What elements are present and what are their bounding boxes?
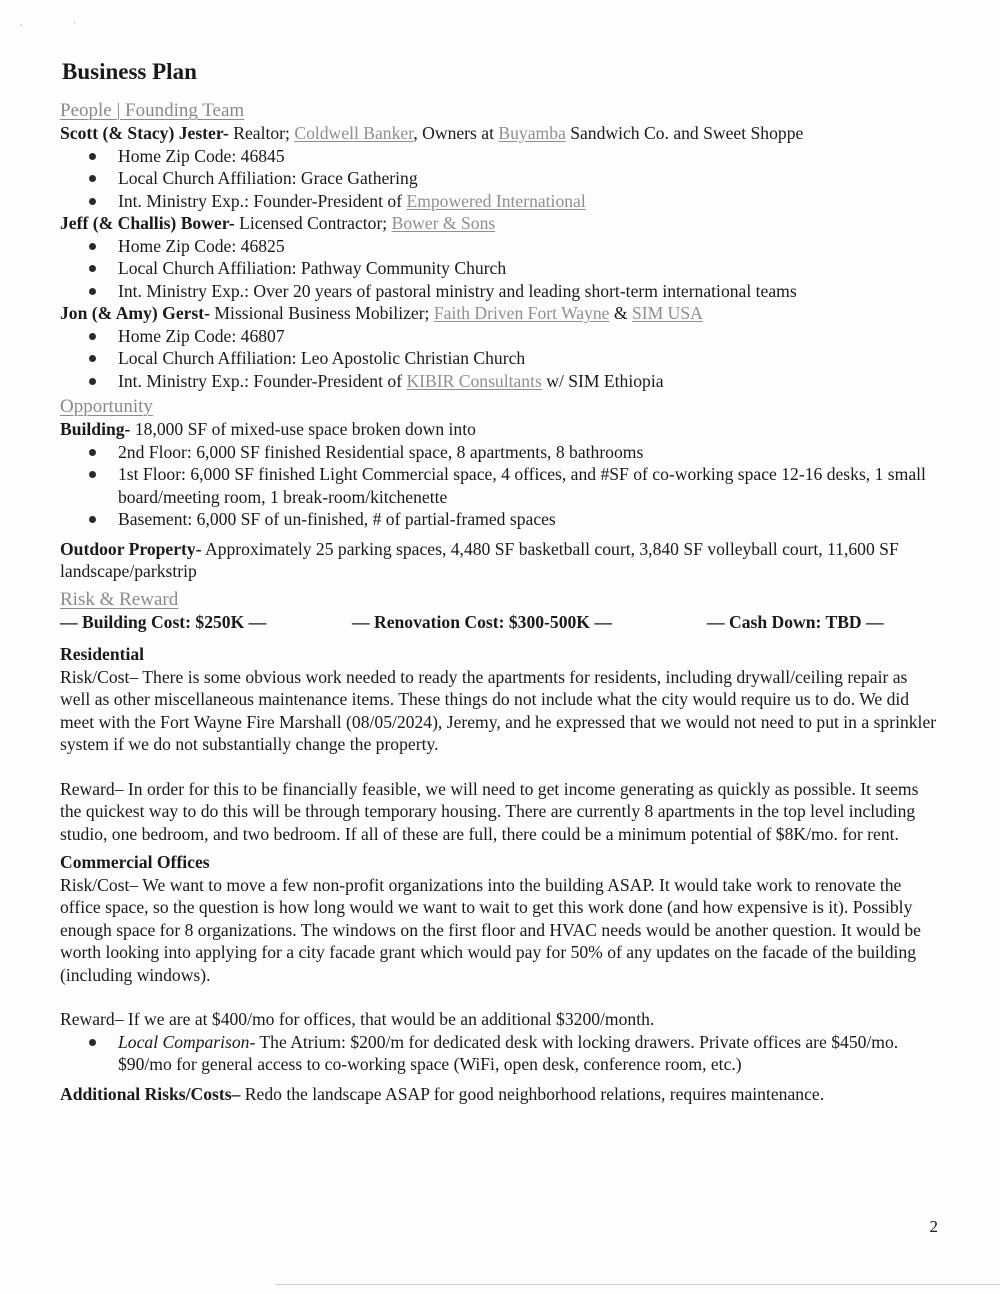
document-page [60, 58, 940, 1105]
list-item: Home Zip Code: 46825 [60, 235, 940, 258]
list-item: Local Church Affiliation: Grace Gathering [60, 167, 940, 190]
person-details [60, 145, 940, 213]
list-item: Home Zip Code: 46845 [60, 145, 940, 168]
outdoor-property: Outdoor Property- Approximately 25 parking spaces, 4,480 SF basketball court, 3,840 SF volleyball court, 11,600 SF landscape/parkstrip [60, 538, 899, 581]
section-heading-people: People | Founding Team [60, 100, 245, 121]
link-empowered-international[interactable]: Empowered International [406, 190, 586, 211]
renovation-cost: — Renovation Cost: $300-500K — [352, 611, 612, 632]
additional-risks: Additional Risks/Costs– Redo the landscape ASAP for good neighborhood relations, requires maintenance. [60, 1083, 825, 1104]
person-jeff: Jeff (& Challis) Bower- Licensed Contractor; Bower & Sons [60, 213, 496, 233]
person-details [60, 325, 940, 393]
section-heading-opportunity: Opportunity [60, 396, 153, 417]
list-item: Int. Ministry Exp.: Founder-President of Empowered International [60, 190, 940, 213]
subheading-residential: Residential [60, 644, 145, 664]
floor-list [60, 441, 940, 531]
list-item: Local Church Affiliation: Pathway Community Church [60, 257, 940, 280]
subheading-commercial: Commercial Offices [60, 852, 210, 872]
link-bower-sons[interactable]: Bower & Sons [391, 213, 496, 233]
page-number: 2 [929, 1217, 938, 1236]
list-item: 2nd Floor: 6,000 SF finished Residential space, 8 apartments, 8 bathrooms [60, 441, 940, 464]
link-sim-usa[interactable]: SIM USA [631, 303, 703, 323]
link-coldwell-banker[interactable]: Coldwell Banker [294, 123, 414, 143]
list-item: Local Comparison- The Atrium: $200/m for dedicated desk with locking drawers. Private offices are $450/mo. $90/mo for general access to co-working space (WiFi, open desk, conference room, etc.) [60, 1031, 940, 1076]
scan-mark: · [20, 20, 23, 30]
section-heading-risk-reward: Risk & Reward [60, 588, 179, 610]
person-details [60, 235, 940, 303]
person-name: Jon (& Amy) Gerst- [60, 303, 211, 323]
commercial-reward: Reward– If we are at $400/mo for offices, that would be an additional $3200/month. [60, 1009, 655, 1029]
divider [275, 1284, 1000, 1285]
cost-summary [60, 611, 940, 634]
building-summary: Building- 18,000 SF of mixed-use space broken down into [60, 419, 476, 439]
person-name: Scott (& Stacy) Jester- [60, 123, 229, 143]
list-item: Int. Ministry Exp.: Over 20 years of pastoral ministry and leading short-term international teams [60, 280, 940, 303]
link-buyamba[interactable]: Buyamba [498, 123, 566, 143]
scan-mark: ' [74, 20, 76, 30]
list-item: Home Zip Code: 46807 [60, 325, 940, 348]
list-item: Basement: 6,000 SF of un-finished, # of partial-framed spaces [60, 508, 940, 531]
cash-down: — Cash Down: TBD — [707, 611, 884, 632]
residential-risk: Risk/Cost– There is some obvious work needed to ready the apartments for residents, including drywall/ceiling repair as well as other miscellaneous maintenance items. These things do not include what the city would require us to do. We did meet with the Fort Wayne Fire Marshall (08/05/2024), Jeremy, and he expressed that we would not need to put in a sprinkler system if we do not substantially change the property. [60, 666, 937, 754]
residential-reward: Reward– In order for this to be financially feasible, we will need to get income generating as quickly as possible. It seems the quickest way to do this will be through temporary housing. There are currently 8 apartments in the top level including studio, one bedroom, and two bedroom. If all of these are full, there could be a minimum potential of $8K/mo. for rent. [60, 778, 919, 844]
list-item: Local Church Affiliation: Leo Apostolic Christian Church [60, 347, 940, 370]
comparison-list [60, 1031, 940, 1076]
list-item: 1st Floor: 6,000 SF finished Light Commercial space, 4 offices, and #SF of co-working space 12-16 desks, 1 small board/meeting room, 1 break-room/kitchenette [60, 463, 940, 508]
list-item: Int. Ministry Exp.: Founder-President of KIBIR Consultants w/ SIM Ethiopia [60, 370, 940, 393]
person-scott: Scott (& Stacy) Jester- Realtor; Coldwell Banker, Owners at Buyamba Sandwich Co. and Sweet Shoppe [60, 123, 804, 143]
building-cost: — Building Cost: $250K — [60, 611, 267, 632]
page-title: Business Plan [62, 59, 197, 84]
person-jon: Jon (& Amy) Gerst- Missional Business Mobilizer; Faith Driven Fort Wayne & SIM USA [60, 303, 703, 323]
link-kibir-consultants[interactable]: KIBIR Consultants [406, 370, 542, 391]
person-name: Jeff (& Challis) Bower- [60, 213, 235, 233]
commercial-risk: Risk/Cost– We want to move a few non-profit organizations into the building ASAP. It would take work to renovate the office space, so the question is how long would we want to wait to get this work done (and how expensive is it). Possibly enough space for 8 organizations. The windows on the first floor and HVAC needs would be another question. It would be worth looking into applying for a city facade grant which would pay for 50% of any updates on the facade of the building (including windows). [60, 874, 921, 985]
link-faith-driven-fort-wayne[interactable]: Faith Driven Fort Wayne [433, 303, 610, 323]
